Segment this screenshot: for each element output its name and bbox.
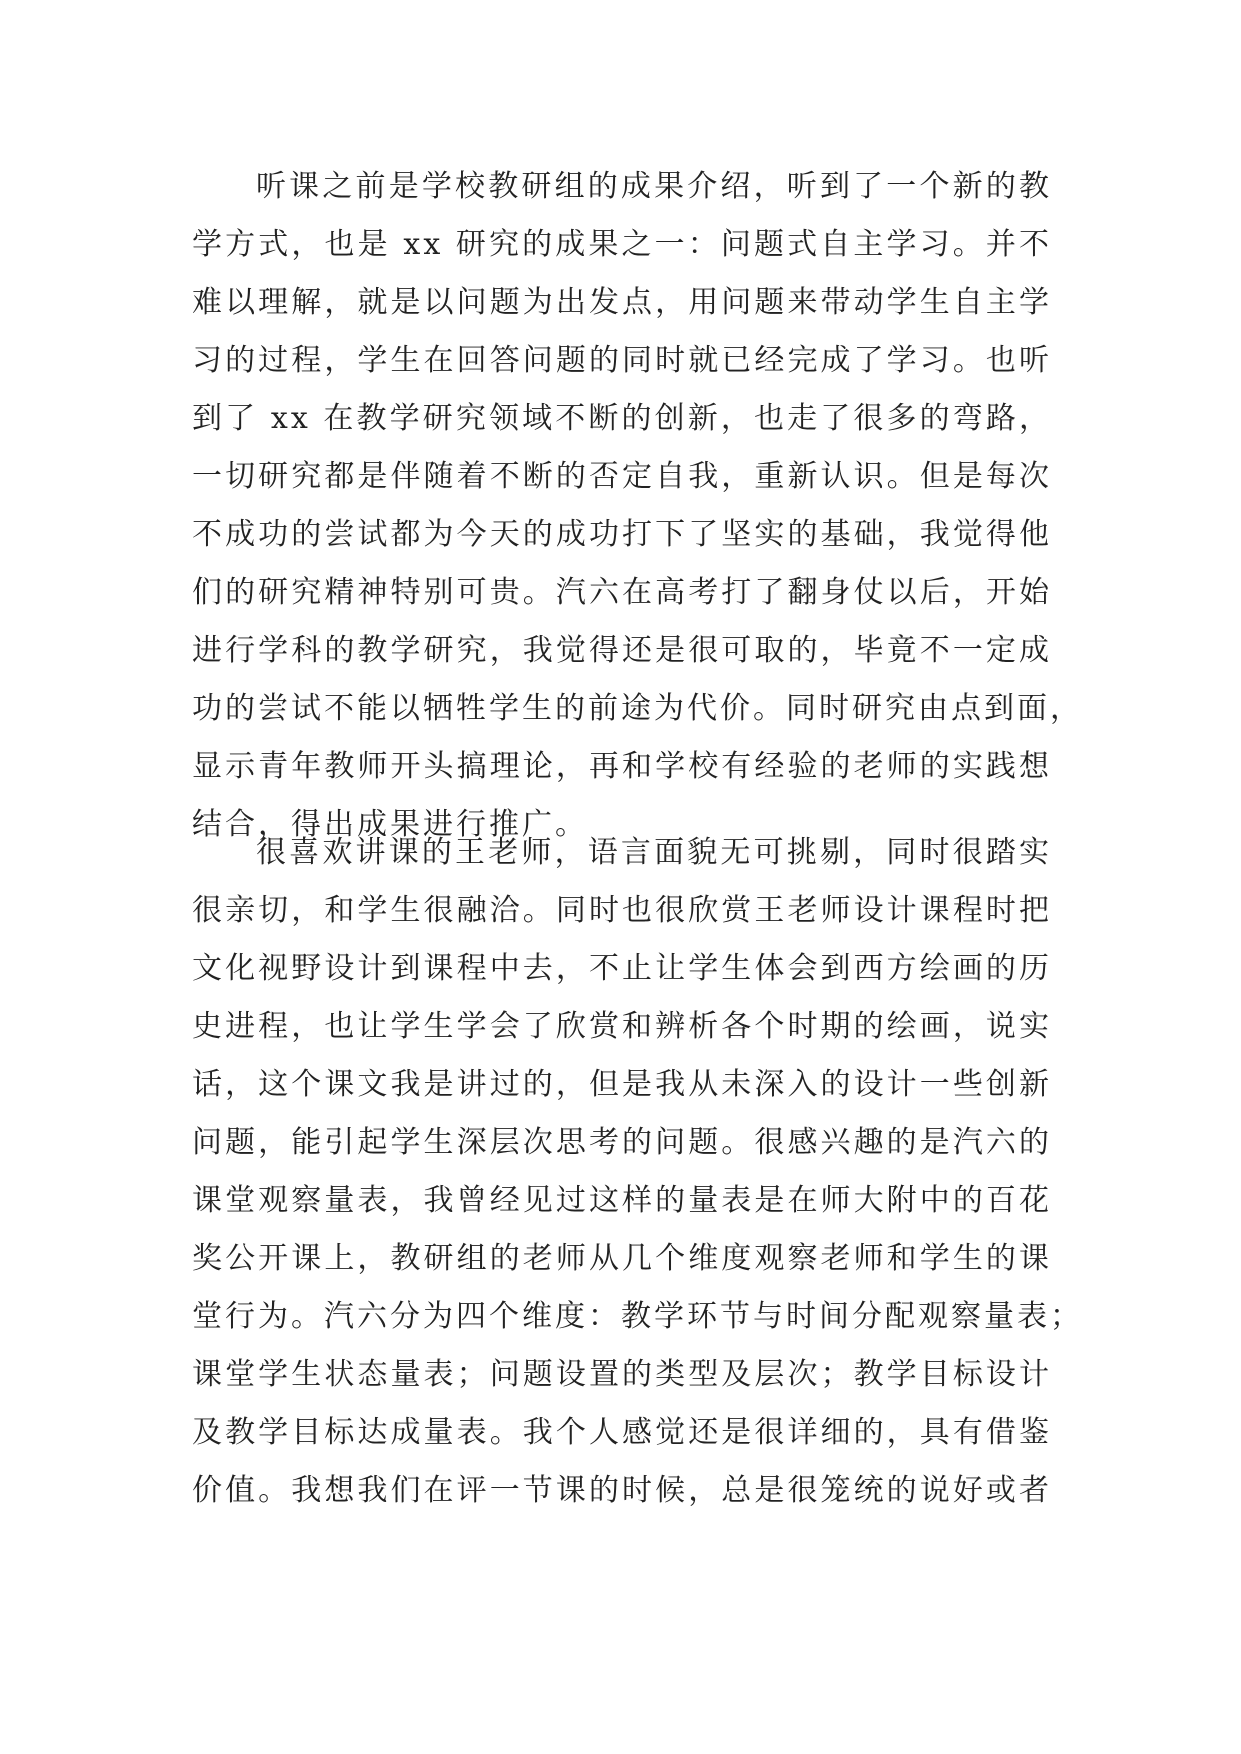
paragraph-line: 习的过程，学生在回答问题的同时就已经完成了学习。也听 (192, 343, 1052, 378)
paragraph-line: 文化视野设计到课程中去，不止让学生体会到西方绘画的历 (192, 951, 1052, 986)
paragraph-line: 及教学目标达成量表。我个人感觉还是很详细的，具有借鉴 (192, 1415, 1052, 1450)
paragraph-line: 功的尝试不能以牺牲学生的前途为代价。同时研究由点到面， (192, 691, 1083, 726)
paragraph-line: 到了 xx 在教学研究领域不断的创新，也走了很多的弯路， (192, 401, 1052, 436)
paragraph-line: 一切研究都是伴随着不断的否定自我，重新认识。但是每次 (192, 459, 1052, 494)
paragraph-line: 听课之前是学校教研组的成果介绍，听到了一个新的教 (256, 169, 1052, 204)
paragraph-line: 难以理解，就是以问题为出发点，用问题来带动学生自主学 (192, 285, 1052, 320)
paragraph-line: 价值。我想我们在评一节课的时候，总是很笼统的说好或者 (192, 1473, 1052, 1508)
paragraph-line: 显示青年教师开头搞理论，再和学校有经验的老师的实践想 (192, 749, 1052, 784)
paragraph-line: 奖公开课上，教研组的老师从几个维度观察老师和学生的课 (192, 1241, 1052, 1276)
paragraph-line: 课堂观察量表，我曾经见过这样的量表是在师大附中的百花 (192, 1183, 1052, 1218)
paragraph-line: 们的研究精神特别可贵。汽六在高考打了翻身仗以后，开始 (192, 575, 1052, 610)
paragraph-line: 问题，能引起学生深层次思考的问题。很感兴趣的是汽六的 (192, 1125, 1052, 1160)
paragraph-line: 课堂学生状态量表；问题设置的类型及层次；教学目标设计 (192, 1357, 1052, 1392)
paragraph-line: 结合，得出成果进行推广。 (192, 807, 588, 842)
paragraph-line: 话，这个课文我是讲过的，但是我从未深入的设计一些创新 (192, 1067, 1052, 1102)
paragraph-line: 不成功的尝试都为今天的成功打下了坚实的基础，我觉得他 (192, 517, 1052, 552)
paragraph-2 (192, 824, 1083, 1520)
paragraph-line: 进行学科的教学研究，我觉得还是很可取的，毕竟不一定成 (192, 633, 1052, 668)
paragraph-1 (192, 158, 1083, 854)
paragraph-line: 很亲切，和学生很融洽。同时也很欣赏王老师设计课程时把 (192, 893, 1052, 928)
paragraph-line: 很喜欢讲课的王老师，语言面貌无可挑剔，同时很踏实 (256, 835, 1052, 870)
paragraph-line: 学方式，也是 xx 研究的成果之一：问题式自主学习。并不 (192, 227, 1052, 262)
paragraph-line: 史进程，也让学生学会了欣赏和辨析各个时期的绘画，说实 (192, 1009, 1052, 1044)
paragraph-line: 堂行为。汽六分为四个维度：教学环节与时间分配观察量表； (192, 1299, 1083, 1334)
